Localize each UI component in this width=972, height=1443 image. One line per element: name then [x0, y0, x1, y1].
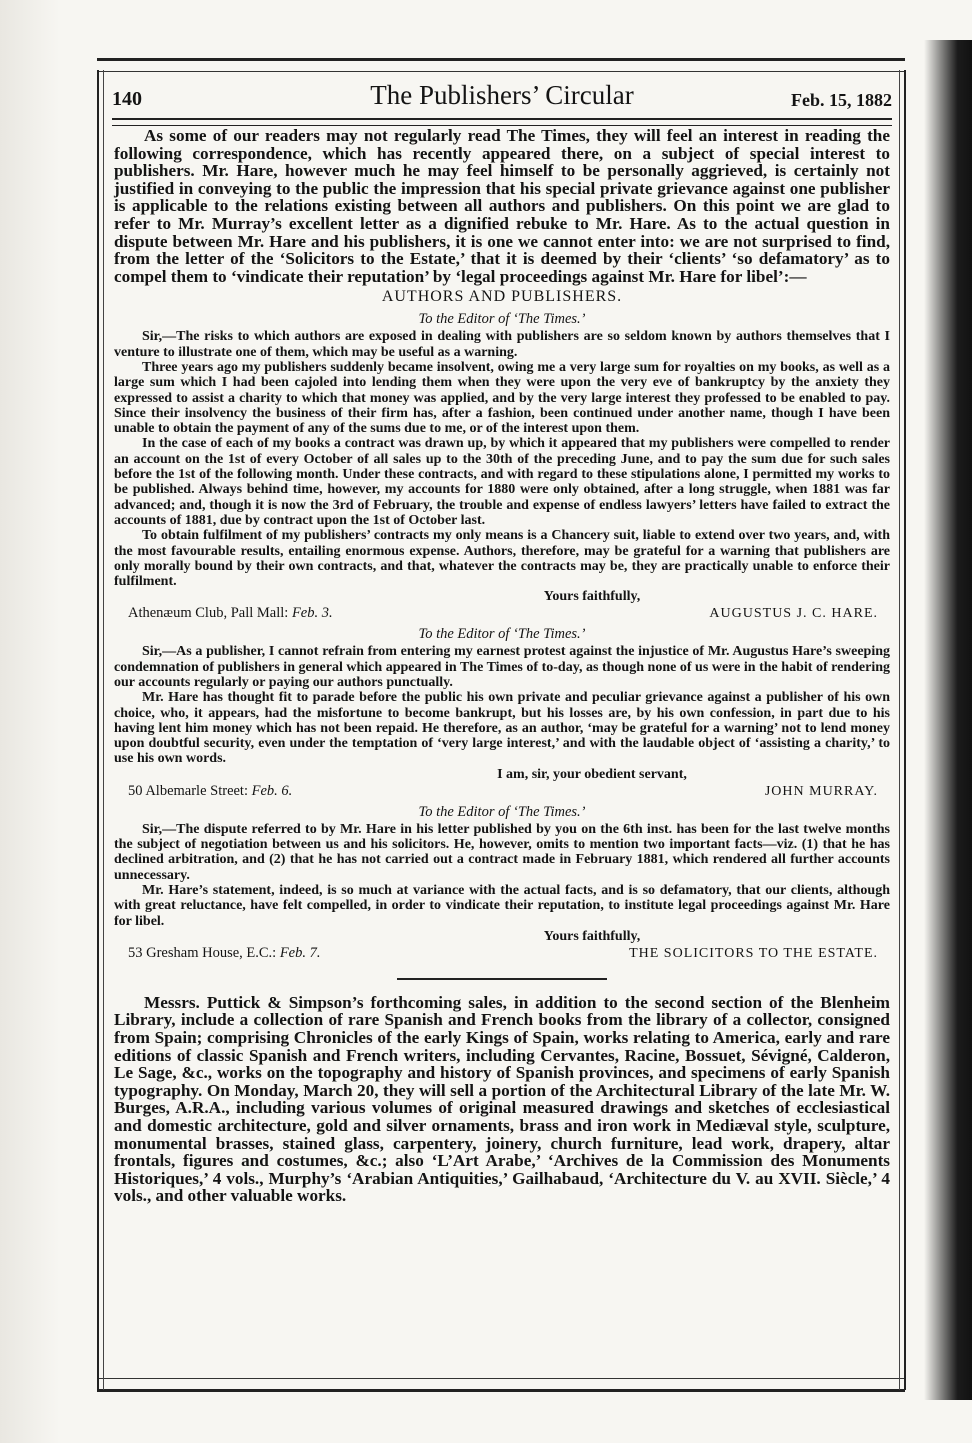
sender-address: 53 Gresham House, E.C.: — [128, 944, 277, 961]
letter-solicitors — [114, 802, 890, 962]
letter-paragraph: Three years ago my publishers suddenly became insolvent, owing me a very large sum for royalties on my books, as well as a large sum which I had been cajoled into lending them when they were upon the very eve of bankruptcy by the anxiety they expressed to assist a charity to which that money was applied, and by the very large interest they professed to be enabled to pay. Since their insolvency the business of their firm has, after a fashion, been continued under another name, though I have been unable to obtain the payment of any of the sums due to me, or of the interest upon them. — [114, 359, 890, 437]
section-divider — [397, 978, 607, 980]
frame-bottom-rule — [97, 1378, 905, 1392]
letter-paragraph: Sir,—As a publisher, I cannot refrain from entering my earnest protest against the injustice of Mr. Augustus Hare’s sweeping condemnation of publishers in general which appeared in The Times of to-day, as though none of us were in the habit of rendering our accounts regularly or paying our authors punctually. — [114, 644, 890, 690]
scan-shadow-left — [0, 0, 60, 1443]
signature: AUGUSTUS J. C. HARE. — [709, 606, 878, 622]
signature-row — [114, 783, 890, 800]
letter-hare — [114, 309, 890, 622]
letter-paragraph: Sir,—The dispute referred to by Mr. Hare in his letter published by you on the 6th inst. has been for the last twelve months the subject of negotiation between us and his solicitors. He, however, omits to mention two important facts—viz. (1) that he has declined arbitration, and (2) that he has not carried out a contract made in February 1881, which rendered all further accounts unnecessary. — [114, 821, 890, 883]
publication-title: The Publishers’ Circular — [370, 80, 634, 110]
intro-paragraph: As some of our readers may not regularly read The Times, they will feel an interest in reading the following correspondence, which has recently appeared there, on a subject of special interest to publishers. Mr. Hare, however much he may feel himself to be personally aggrieved, is certainly not justified in conveying to the public the impression that his special private grievance against one publisher is applicable to the relations existing between all authors and publishers. On this point we are glad to refer to Mr. Murray’s excellent letter as a dignified rebuke to Mr. Hare. As to the actual question in dispute between Mr. Hare and his publishers, it is one we cannot enter into: we are not surprised to find, from the letter of the ‘Solicitors to the Estate,’ that it is deemed by their ‘clients’ ‘so defamatory’ as to compel them to ‘vindicate their reputation’ by ‘legal proceedings against Mr. Hare for libel’:— — [114, 126, 890, 286]
letter-heading: To the Editor of ‘The Times.’ — [418, 311, 586, 328]
letter-heading: To the Editor of ‘The Times.’ — [418, 626, 586, 643]
section-title: AUTHORS AND PUBLISHERS. — [381, 288, 623, 306]
letter-paragraph: In the case of each of my books a contract was drawn up, by which it appeared that my publishers were compelled to render an account on the 1st of every October of all sales up to the 30th of the preceding June, and to pay the sum due for such sales before the 1st of the following month. Under these contracts, and with regard to these stipulations alone, I permitted my works to be published. Always behind time, however, my accounts for 1880 were only obtained, after a long struggle, when 1881 was far advanced; and, though it is now the 3rd of February, the trouble and expense of endless lawyers’ letters have failed to extract the accounts of 1881, due by contract upon the 1st of October last. — [114, 436, 890, 528]
letter-closing: Yours faithfully, — [543, 928, 641, 944]
letter-closing: Yours faithfully, — [543, 589, 641, 605]
page-number: 140 — [112, 88, 142, 110]
sender-address: 50 Albemarle Street: — [128, 782, 248, 799]
letter-date: Feb. 7. — [279, 944, 321, 961]
scan-shadow-right — [924, 40, 972, 1400]
letter-paragraph: Sir,—The risks to which authors are exposed in dealing with publishers are so seldom known by authors themselves that I venture to illustrate one of them, which may be useful as a warning. — [114, 329, 890, 360]
frame-left-rule — [97, 70, 104, 1390]
letter-paragraph: Mr. Hare’s statement, indeed, is so much at variance with the actual facts, and is so defamatory, that our clients, although with great reluctance, have felt compelled, in order to vindicate their reputation, to institute legal proceedings against Mr. Hare for libel. — [114, 882, 890, 929]
sender-address-line — [128, 605, 333, 622]
letter-murray — [114, 624, 890, 799]
frame-right-rule — [899, 70, 906, 1390]
sales-notice: Messrs. Puttick & Simpson’s forthcoming sales, in addition to the second section of the Blenheim Library, include a collection of rare Spanish and French books from the library of a collector, consigned from Spain; comprising Chronicles of the early Kings of Spain, works relating to America, early and rare editions of classic Spanish and French writers, including Cervantes, Racine, Bossuet, Sévigné, Calderon, Le Sage, &c., works on the topography and history of Spanish provinces, and specimens of early Spanish typography. On Monday, March 20, they will sell a portion of the Architectural Library of the late Mr. W. Burges, A.R.A., including various volumes of original measured drawings and sketches of ecclesiastical and domestic architecture, gold and silver ornaments, brass and iron work in Mediæval style, sculpture, monumental brasses, stained glass, carpentery, joinery, church furniture, lead work, drapery, altar frontals, figures and costumes, &c.; also ‘L’Art Arabe,’ ‘Archives de la Commission des Monuments Historiques,’ 4 vols., Murphy’s ‘Arabian Antiquities,’ Gailhabaud, ‘Architecture du V. au XVII. Siècle,’ 4 vols., and other valuable works. — [114, 992, 890, 1206]
header-rule — [112, 118, 892, 126]
sender-address-line — [128, 783, 292, 800]
running-header — [112, 78, 892, 114]
sender-address: Athenæum Club, Pall Mall: — [128, 605, 289, 622]
letter-heading: To the Editor of ‘The Times.’ — [418, 803, 586, 820]
letter-closing: I am, sir, your obedient servant, — [497, 766, 687, 782]
signature-row — [114, 605, 890, 622]
letter-date: Feb. 3. — [291, 605, 333, 622]
sender-address-line — [128, 945, 321, 962]
letter-date: Feb. 6. — [251, 782, 293, 799]
frame-top-rule — [97, 58, 905, 72]
signature: THE SOLICITORS TO THE ESTATE. — [629, 945, 878, 961]
signature: JOHN MURRAY. — [764, 783, 878, 799]
letter-paragraph: Mr. Hare has thought fit to parade before the public his own private and peculiar grievance against a publisher of his own choice, who, it appears, had the misfortune to become bankrupt, but his losses are, by his own confession, in part due to his having lent him money which has not been repaid. He therefore, as an author, ‘may be grateful for a warning’ not to lend money upon doubtful security, even under the temptation of ‘very large interest,’ and with the laudable object of ‘assisting a charity,’ to use his own words. — [114, 690, 890, 767]
article-body — [114, 127, 890, 1205]
letter-paragraph: To obtain fulfilment of my publishers’ contracts my only means is a Chancery suit, liable to extend over two years, and, with the most favourable results, entailing enormous expense. Authors, therefore, may be grateful for a warning that publishers are only morally bound by their own contracts, and that, whatever the contracts may be, they are practically unable to enforce their fulfilment. — [114, 528, 890, 590]
signature-row — [114, 945, 890, 962]
issue-date: Feb. 15, 1882 — [791, 90, 892, 110]
